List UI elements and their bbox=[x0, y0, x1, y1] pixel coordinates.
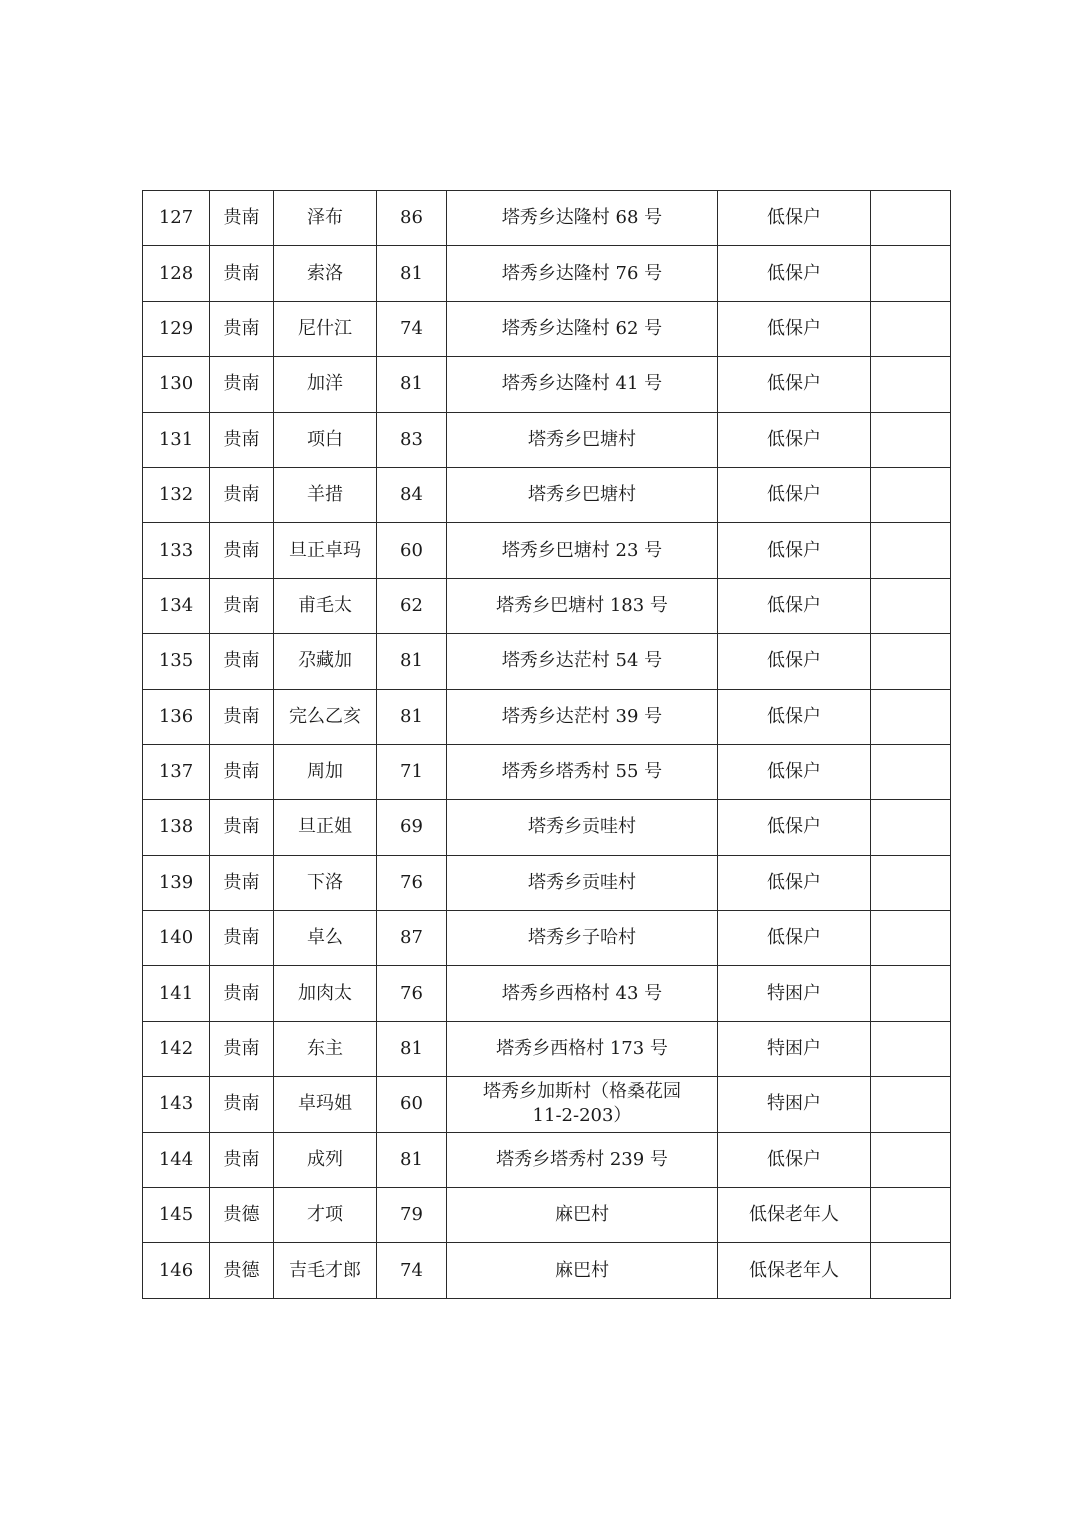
cell-remark bbox=[871, 357, 951, 412]
table-row bbox=[143, 855, 951, 910]
cell-age: 81 bbox=[377, 689, 447, 744]
cell-number: 134 bbox=[143, 578, 210, 633]
cell-remark bbox=[871, 1188, 951, 1243]
table-row bbox=[143, 246, 951, 301]
table-row bbox=[143, 800, 951, 855]
table-row bbox=[143, 966, 951, 1021]
cell-remark bbox=[871, 911, 951, 966]
cell-age: 84 bbox=[377, 467, 447, 522]
cell-address: 塔秀乡达茫村 39 号 bbox=[447, 689, 718, 744]
cell-age: 76 bbox=[377, 855, 447, 910]
table-row bbox=[143, 191, 951, 246]
cell-remark bbox=[871, 1243, 951, 1298]
cell-address: 塔秀乡巴塘村 183 号 bbox=[447, 578, 718, 633]
cell-assistance-type: 低保户 bbox=[718, 301, 871, 356]
table-row bbox=[143, 744, 951, 799]
cell-county: 贵南 bbox=[210, 911, 274, 966]
cell-name: 吉毛才郎 bbox=[274, 1243, 377, 1298]
table-row bbox=[143, 911, 951, 966]
cell-age: 69 bbox=[377, 800, 447, 855]
cell-name: 加肉太 bbox=[274, 966, 377, 1021]
cell-assistance-type: 低保户 bbox=[718, 634, 871, 689]
cell-remark bbox=[871, 301, 951, 356]
cell-address: 麻巴村 bbox=[447, 1188, 718, 1243]
cell-number: 135 bbox=[143, 634, 210, 689]
cell-remark bbox=[871, 191, 951, 246]
cell-address: 塔秀乡西格村 43 号 bbox=[447, 966, 718, 1021]
cell-county: 贵南 bbox=[210, 357, 274, 412]
cell-assistance-type: 低保户 bbox=[718, 246, 871, 301]
cell-name: 卓玛姐 bbox=[274, 1077, 377, 1132]
cell-county: 贵南 bbox=[210, 744, 274, 799]
cell-assistance-type: 低保户 bbox=[718, 578, 871, 633]
table-row bbox=[143, 523, 951, 578]
cell-name: 旦正卓玛 bbox=[274, 523, 377, 578]
cell-age: 60 bbox=[377, 1077, 447, 1132]
cell-name: 索洛 bbox=[274, 246, 377, 301]
cell-age: 74 bbox=[377, 1243, 447, 1298]
cell-age: 62 bbox=[377, 578, 447, 633]
cell-county: 贵德 bbox=[210, 1243, 274, 1298]
cell-address: 塔秀乡达隆村 62 号 bbox=[447, 301, 718, 356]
cell-name: 项白 bbox=[274, 412, 377, 467]
cell-age: 87 bbox=[377, 911, 447, 966]
cell-number: 139 bbox=[143, 855, 210, 910]
cell-name: 羊措 bbox=[274, 467, 377, 522]
table-row bbox=[143, 634, 951, 689]
cell-age: 83 bbox=[377, 412, 447, 467]
cell-address: 塔秀乡巴塘村 23 号 bbox=[447, 523, 718, 578]
cell-remark bbox=[871, 966, 951, 1021]
cell-name: 甫毛太 bbox=[274, 578, 377, 633]
cell-remark bbox=[871, 855, 951, 910]
cell-address: 塔秀乡贡哇村 bbox=[447, 855, 718, 910]
cell-assistance-type: 特困户 bbox=[718, 1077, 871, 1132]
cell-assistance-type: 低保老年人 bbox=[718, 1188, 871, 1243]
cell-name: 加洋 bbox=[274, 357, 377, 412]
cell-age: 81 bbox=[377, 634, 447, 689]
cell-name: 尕藏加 bbox=[274, 634, 377, 689]
cell-county: 贵南 bbox=[210, 966, 274, 1021]
cell-assistance-type: 低保户 bbox=[718, 191, 871, 246]
cell-address: 塔秀乡塔秀村 239 号 bbox=[447, 1132, 718, 1187]
cell-name: 泽布 bbox=[274, 191, 377, 246]
cell-remark bbox=[871, 467, 951, 522]
cell-assistance-type: 特困户 bbox=[718, 1021, 871, 1076]
cell-remark bbox=[871, 578, 951, 633]
cell-county: 贵南 bbox=[210, 634, 274, 689]
cell-number: 144 bbox=[143, 1132, 210, 1187]
cell-name: 才项 bbox=[274, 1188, 377, 1243]
cell-remark bbox=[871, 1077, 951, 1132]
table-row bbox=[143, 357, 951, 412]
cell-number: 138 bbox=[143, 800, 210, 855]
cell-address: 塔秀乡达隆村 41 号 bbox=[447, 357, 718, 412]
cell-number: 128 bbox=[143, 246, 210, 301]
roster-table bbox=[142, 190, 951, 1299]
cell-number: 146 bbox=[143, 1243, 210, 1298]
cell-name: 完么乙亥 bbox=[274, 689, 377, 744]
cell-age: 74 bbox=[377, 301, 447, 356]
cell-remark bbox=[871, 800, 951, 855]
cell-county: 贵南 bbox=[210, 523, 274, 578]
cell-address: 塔秀乡巴塘村 bbox=[447, 467, 718, 522]
cell-address bbox=[447, 1077, 718, 1132]
cell-number: 143 bbox=[143, 1077, 210, 1132]
cell-assistance-type: 低保户 bbox=[718, 357, 871, 412]
cell-address: 塔秀乡子哈村 bbox=[447, 911, 718, 966]
cell-number: 131 bbox=[143, 412, 210, 467]
cell-number: 127 bbox=[143, 191, 210, 246]
cell-county: 贵南 bbox=[210, 467, 274, 522]
cell-county: 贵南 bbox=[210, 301, 274, 356]
cell-county: 贵南 bbox=[210, 578, 274, 633]
cell-address: 塔秀乡塔秀村 55 号 bbox=[447, 744, 718, 799]
cell-number: 137 bbox=[143, 744, 210, 799]
cell-assistance-type: 低保户 bbox=[718, 911, 871, 966]
cell-number: 133 bbox=[143, 523, 210, 578]
cell-assistance-type: 低保户 bbox=[718, 467, 871, 522]
cell-remark bbox=[871, 1021, 951, 1076]
cell-assistance-type: 低保户 bbox=[718, 800, 871, 855]
table-row bbox=[143, 1188, 951, 1243]
cell-number: 132 bbox=[143, 467, 210, 522]
table-row bbox=[143, 578, 951, 633]
cell-assistance-type: 低保户 bbox=[718, 412, 871, 467]
cell-address: 麻巴村 bbox=[447, 1243, 718, 1298]
cell-county: 贵南 bbox=[210, 1021, 274, 1076]
cell-number: 142 bbox=[143, 1021, 210, 1076]
cell-number: 129 bbox=[143, 301, 210, 356]
cell-assistance-type: 特困户 bbox=[718, 966, 871, 1021]
cell-remark bbox=[871, 744, 951, 799]
cell-age: 81 bbox=[377, 1132, 447, 1187]
table-row bbox=[143, 1243, 951, 1298]
cell-age: 76 bbox=[377, 966, 447, 1021]
cell-remark bbox=[871, 689, 951, 744]
cell-age: 81 bbox=[377, 1021, 447, 1076]
cell-remark bbox=[871, 412, 951, 467]
cell-county: 贵南 bbox=[210, 1132, 274, 1187]
cell-name: 东主 bbox=[274, 1021, 377, 1076]
cell-age: 81 bbox=[377, 246, 447, 301]
cell-address: 塔秀乡达茫村 54 号 bbox=[447, 634, 718, 689]
roster-table-body bbox=[143, 191, 951, 1299]
cell-age: 71 bbox=[377, 744, 447, 799]
cell-county: 贵南 bbox=[210, 191, 274, 246]
cell-assistance-type: 低保户 bbox=[718, 1132, 871, 1187]
cell-number: 130 bbox=[143, 357, 210, 412]
cell-name: 周加 bbox=[274, 744, 377, 799]
cell-number: 145 bbox=[143, 1188, 210, 1243]
cell-assistance-type: 低保老年人 bbox=[718, 1243, 871, 1298]
cell-age: 81 bbox=[377, 357, 447, 412]
cell-age: 60 bbox=[377, 523, 447, 578]
cell-remark bbox=[871, 523, 951, 578]
cell-age: 86 bbox=[377, 191, 447, 246]
cell-name: 卓么 bbox=[274, 911, 377, 966]
cell-county: 贵德 bbox=[210, 1188, 274, 1243]
cell-address: 塔秀乡达隆村 76 号 bbox=[447, 246, 718, 301]
table-row bbox=[143, 467, 951, 522]
cell-remark bbox=[871, 634, 951, 689]
address-line: 塔秀乡加斯村（格桑花园 bbox=[483, 1081, 681, 1103]
cell-assistance-type: 低保户 bbox=[718, 523, 871, 578]
cell-county: 贵南 bbox=[210, 800, 274, 855]
cell-number: 141 bbox=[143, 966, 210, 1021]
cell-name: 尼什江 bbox=[274, 301, 377, 356]
cell-county: 贵南 bbox=[210, 689, 274, 744]
table-row bbox=[143, 689, 951, 744]
cell-age: 79 bbox=[377, 1188, 447, 1243]
cell-name: 下洛 bbox=[274, 855, 377, 910]
table-row bbox=[143, 301, 951, 356]
cell-assistance-type: 低保户 bbox=[718, 744, 871, 799]
cell-address: 塔秀乡西格村 173 号 bbox=[447, 1021, 718, 1076]
cell-address: 塔秀乡达隆村 68 号 bbox=[447, 191, 718, 246]
cell-assistance-type: 低保户 bbox=[718, 689, 871, 744]
cell-remark bbox=[871, 246, 951, 301]
cell-number: 140 bbox=[143, 911, 210, 966]
cell-county: 贵南 bbox=[210, 855, 274, 910]
cell-address: 塔秀乡贡哇村 bbox=[447, 800, 718, 855]
cell-name: 成列 bbox=[274, 1132, 377, 1187]
cell-county: 贵南 bbox=[210, 246, 274, 301]
cell-name: 旦正姐 bbox=[274, 800, 377, 855]
table-row bbox=[143, 1077, 951, 1132]
cell-assistance-type: 低保户 bbox=[718, 855, 871, 910]
table-row bbox=[143, 1132, 951, 1187]
address-line: 11-2-203） bbox=[532, 1105, 632, 1127]
table-row bbox=[143, 1021, 951, 1076]
table-row bbox=[143, 412, 951, 467]
cell-remark bbox=[871, 1132, 951, 1187]
cell-county: 贵南 bbox=[210, 412, 274, 467]
cell-county: 贵南 bbox=[210, 1077, 274, 1132]
cell-address: 塔秀乡巴塘村 bbox=[447, 412, 718, 467]
cell-number: 136 bbox=[143, 689, 210, 744]
